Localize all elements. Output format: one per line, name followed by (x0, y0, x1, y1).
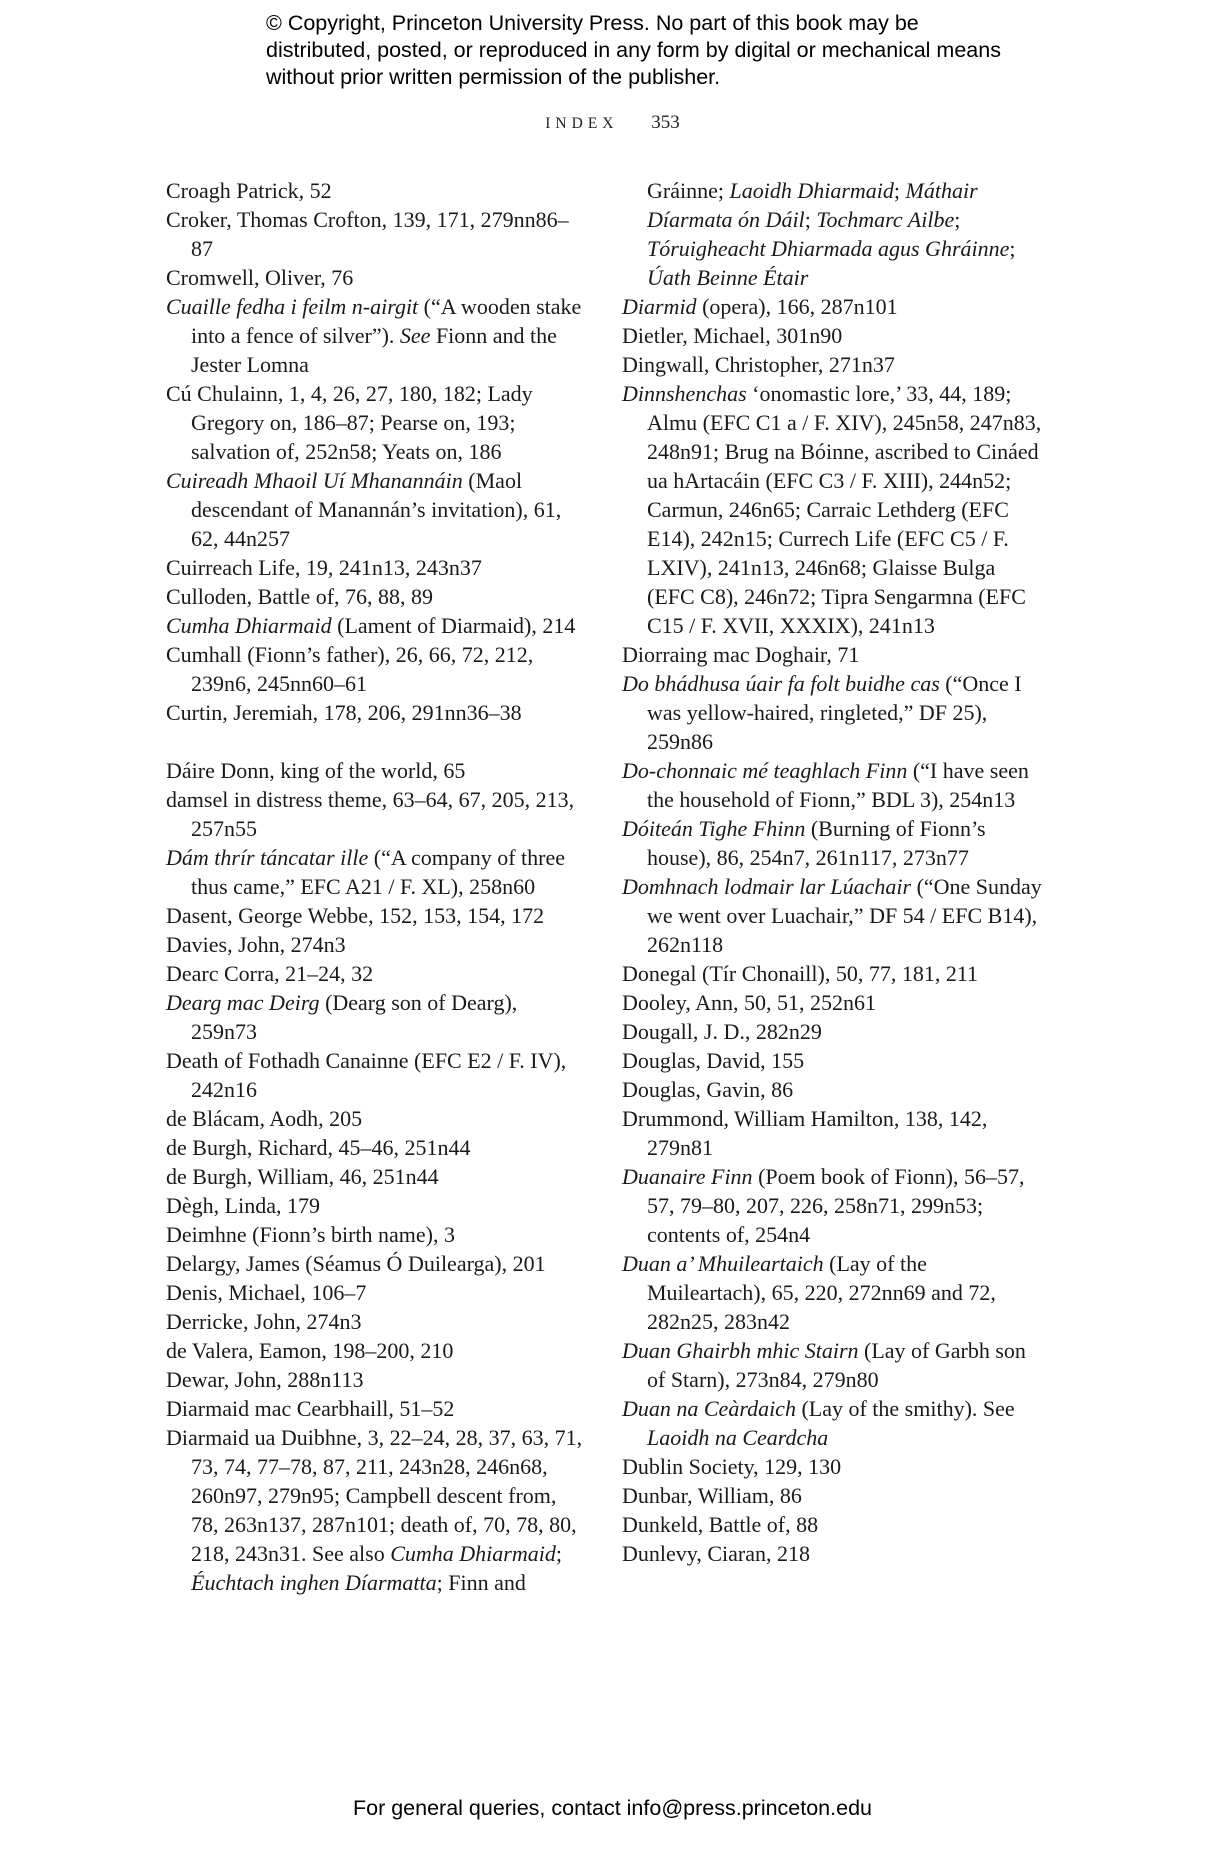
index-entry-continued (622, 176, 1042, 292)
index-entry (166, 263, 586, 292)
index-entry (166, 930, 586, 959)
entry-text: Dingwall, Christopher, 271n37 (622, 352, 895, 377)
entry-text: Douglas, Gavin, 86 (622, 1077, 794, 1102)
entry-text: ‘onomastic lore,’ 33, 44, 189; Almu (EFC C1 a / F. XIV), 245n58, 247n83, 248n91; Brug na Bóinne, ascribed to Cináed ua hArtacáin (EFC C3 / F. XIII), 244n52; Carmun, 246n65; Carraic Lethderg (EFC E14), 242n15; Currech Life (EFC C5 / F. LXIV), 241n13, 246n68; Glaisse Bulga (EFC C8), 246n72; Tipra Sengarmna (EFC C15 / F. XVII, XXXIX), 241n13 (647, 381, 1042, 638)
entry-text: (Lay of the Muileartach), 65, 220, 272nn69 and 72, 282n25, 283n42 (647, 1251, 996, 1334)
index-entry (166, 1336, 586, 1365)
index-entry (622, 1394, 1042, 1452)
index-entry (166, 553, 586, 582)
entry-text: Cumhall (Fionn’s father), 26, 66, 72, 212, 239n6, 245nn60–61 (166, 642, 534, 696)
index-entry (622, 988, 1042, 1017)
entry-text: Douglas, David, 155 (622, 1048, 805, 1073)
entry-text: Donegal (Tír Chonaill), 50, 77, 181, 211 (622, 961, 979, 986)
entry-text: de Valera, Eamon, 198–200, 210 (166, 1338, 454, 1363)
italic-title: Duanaire Finn (622, 1164, 753, 1189)
entry-text: Dáire Donn, king of the world, 65 (166, 758, 466, 783)
index-entry (622, 814, 1042, 872)
index-entry (622, 959, 1042, 988)
index-entry (622, 1452, 1042, 1481)
index-entry (622, 669, 1042, 756)
index-entry (166, 1423, 586, 1597)
entry-text: Dietler, Michael, 301n90 (622, 323, 843, 348)
section-gap (166, 727, 586, 756)
index-entry (622, 1046, 1042, 1075)
italic-title: Éuchtach inghen Díarmatta (191, 1570, 437, 1595)
index-entry (166, 1104, 586, 1133)
entry-text: Culloden, Battle of, 76, 88, 89 (166, 584, 434, 609)
index-entry (166, 640, 586, 698)
entry-text: (“A company of three thus came,” EFC A21 / F. XL), 258n60 (191, 845, 565, 899)
index-entry (622, 1075, 1042, 1104)
entry-text: Diorraing mac Doghair, 71 (622, 642, 860, 667)
entry-text: (Maol descendant of Manannán’s invitation), 61, 62, 44n257 (191, 468, 562, 551)
contact-footer: For general queries, contact info@press.princeton.edu (352, 1796, 872, 1820)
entry-text: (Burning of Fionn’s house), 86, 254n7, 261n117, 273n77 (647, 816, 986, 870)
italic-title: Do-chonnaic mé teaghlach Finn (622, 758, 908, 783)
entry-text: Dearc Corra, 21–24, 32 (166, 961, 374, 986)
index-entry (622, 1104, 1042, 1162)
entry-text: Delargy, James (Séamus Ó Duilearga), 201 (166, 1251, 546, 1276)
index-entry (166, 785, 586, 843)
entry-text: Dunbar, William, 86 (622, 1483, 802, 1508)
index-entry (166, 582, 586, 611)
entry-text: Dublin Society, 129, 130 (622, 1454, 842, 1479)
index-entry (622, 350, 1042, 379)
index-entry (622, 1017, 1042, 1046)
index-entry (166, 843, 586, 901)
index-entry (166, 901, 586, 930)
entry-text: (Lay of the smithy). See (795, 1396, 1015, 1421)
entry-text: damsel in distress theme, 63–64, 67, 205, 213, 257n55 (166, 787, 575, 841)
entry-text: Denis, Michael, 106–7 (166, 1280, 367, 1305)
index-column-right (622, 176, 1042, 1568)
entry-text: Dunkeld, Battle of, 88 (622, 1512, 819, 1537)
index-entry (166, 959, 586, 988)
entry-text: Cú Chulainn, 1, 4, 26, 27, 180, 182; Lady Gregory on, 186–87; Pearse on, 193; salvation of, 252n58; Yeats on, 186 (166, 381, 533, 464)
index-entry (622, 1249, 1042, 1336)
italic-title: Cuaille fedha i feilm n-airgit (166, 294, 419, 319)
index-entry (166, 1394, 586, 1423)
italic-title: Tóruigheacht Dhiarmada agus Ghráinne (647, 236, 1010, 261)
entry-text: Dewar, John, 288n113 (166, 1367, 364, 1392)
index-entry (166, 611, 586, 640)
index-entry (622, 1539, 1042, 1568)
index-entry (166, 466, 586, 553)
italic-title: Cumha Dhiarmaid (390, 1541, 556, 1566)
italic-title: Laoidh na Ceardcha (647, 1425, 829, 1450)
copyright-notice: © Copyright, Princeton University Press. No part of this book may be distributed, posted, or reproduced in any form by digital or mechanical means without prior written permission of the publisher. (266, 11, 1001, 89)
entry-text: de Burgh, William, 46, 251n44 (166, 1164, 439, 1189)
entry-text: Diarmaid mac Cearbhaill, 51–52 (166, 1396, 455, 1421)
index-entry (622, 321, 1042, 350)
entry-text: Dunlevy, Ciaran, 218 (622, 1541, 810, 1566)
index-entry (622, 379, 1042, 640)
entry-text: ; Finn and (436, 1570, 526, 1595)
index-entry (166, 176, 586, 205)
index-entry (166, 698, 586, 727)
entry-text: (opera), 166, 287n101 (696, 294, 898, 319)
entry-text: de Burgh, Richard, 45–46, 251n44 (166, 1135, 471, 1160)
index-entry (622, 1162, 1042, 1249)
index-entry (622, 1336, 1042, 1394)
italic-title: Cuireadh Mhaoil Uí Mhanannáin (166, 468, 463, 493)
italic-title: Laoidh Dhiarmaid (729, 178, 894, 203)
italic-title: Máthair Díarmata ón Dáil (647, 178, 978, 232)
index-entry (166, 1307, 586, 1336)
entry-text: (“I have seen the household of Fionn,” BDL 3), 254n13 (647, 758, 1029, 812)
index-entry (166, 1220, 586, 1249)
entry-text: Croker, Thomas Crofton, 139, 171, 279nn86–87 (166, 207, 569, 261)
index-entry (166, 988, 586, 1046)
section-label: INDEX (545, 115, 619, 132)
entry-text: (Dearg son of Dearg), 259n73 (191, 990, 518, 1044)
italic-title: Do bhádhusa úair fa folt buidhe cas (622, 671, 940, 696)
entry-text: Deimhne (Fionn’s birth name), 3 (166, 1222, 456, 1247)
index-entry (166, 1191, 586, 1220)
entry-text: ; (804, 207, 817, 232)
index-entry (622, 640, 1042, 669)
entry-text: Dooley, Ann, 50, 51, 252n61 (622, 990, 877, 1015)
italic-title: Diarmid (622, 294, 697, 319)
entry-text: Drummond, William Hamilton, 138, 142, 279n81 (622, 1106, 988, 1160)
index-entry (166, 756, 586, 785)
entry-text: Curtin, Jeremiah, 178, 206, 291nn36–38 (166, 700, 522, 725)
entry-text: (Lament of Diarmaid), 214 (331, 613, 576, 638)
index-entry (622, 1481, 1042, 1510)
entry-text: ; (555, 1541, 562, 1566)
entry-text: (Poem book of Fionn), 56–57, 57, 79–80, 207, 226, 258n71, 299n53; contents of, 254n4 (647, 1164, 1025, 1247)
index-column-left (166, 176, 586, 1597)
entry-text: Death of Fothadh Canainne (EFC E2 / F. IV), 242n16 (166, 1048, 567, 1102)
index-entry (166, 1046, 586, 1104)
index-entry (166, 1162, 586, 1191)
italic-title: Dám thrír táncatar ille (166, 845, 369, 870)
entry-text: ; (954, 207, 961, 232)
index-entry (622, 292, 1042, 321)
italic-title: Dóiteán Tighe Fhinn (622, 816, 806, 841)
index-entry (166, 1365, 586, 1394)
italic-title: Duan na Ceàrdaich (622, 1396, 796, 1421)
italic-title: Domhnach lodmair lar Lúachair (622, 874, 912, 899)
index-entry (622, 872, 1042, 959)
entry-text: Davies, John, 274n3 (166, 932, 346, 957)
page-number: 353 (651, 112, 680, 133)
entry-text: (“Once I was yellow-haired, ringleted,” DF 25), 259n86 (647, 671, 1022, 754)
entry-text: (“A wooden stake into a fence of silver”). (191, 294, 582, 348)
entry-text: Cromwell, Oliver, 76 (166, 265, 354, 290)
italic-title: Úath Beinne Étair (647, 265, 809, 290)
index-entry (166, 1278, 586, 1307)
entry-text: Diarmaid ua Duibhne, 3, 22–24, 28, 37, 63, 71, 73, 74, 77–78, 87, 211, 243n28, 246n68, 260n97, 279n95; Campbell descent from, 78, 263n137, 287n101; death of, 70, 78, 80, 218, 243n31. See also (166, 1425, 583, 1566)
italic-title: Cumha Dhiarmaid (166, 613, 332, 638)
italic-title: Duan Ghairbh mhic Stairn (622, 1338, 859, 1363)
entry-text: Dasent, George Webbe, 152, 153, 154, 172 (166, 903, 545, 928)
index-entry (166, 1249, 586, 1278)
index-entry (166, 205, 586, 263)
entry-text: Dègh, Linda, 179 (166, 1193, 320, 1218)
italic-title: Dearg mac Deirg (166, 990, 320, 1015)
entry-text: Cuirreach Life, 19, 241n13, 243n37 (166, 555, 482, 580)
entry-text: Croagh Patrick, 52 (166, 178, 332, 203)
entry-text: Derricke, John, 274n3 (166, 1309, 362, 1334)
entry-text: Dougall, J. D., 282n29 (622, 1019, 822, 1044)
entry-text: ; (893, 178, 906, 203)
index-entry (166, 292, 586, 379)
index-entry (622, 756, 1042, 814)
entry-text: (“One Sunday we went over Luachair,” DF 54 / EFC B14), 262n118 (647, 874, 1042, 957)
italic-title: Duan a’ Mhuileartaich (622, 1251, 824, 1276)
index-entry (166, 1133, 586, 1162)
italic-title: Tochmarc Ailbe (816, 207, 955, 232)
index-entry (166, 379, 586, 466)
entry-text: (Lay of Garbh son of Starn), 273n84, 279n80 (647, 1338, 1026, 1392)
entry-text: ; (1009, 236, 1016, 261)
entry-text: Gráinne; (647, 178, 730, 203)
index-entry (622, 1510, 1042, 1539)
running-header (0, 112, 1225, 134)
italic-title: See (399, 323, 431, 348)
italic-title: Dinnshenchas (622, 381, 747, 406)
entry-text: Fionn and the Jester Lomna (191, 323, 557, 377)
entry-text: de Blácam, Aodh, 205 (166, 1106, 363, 1131)
